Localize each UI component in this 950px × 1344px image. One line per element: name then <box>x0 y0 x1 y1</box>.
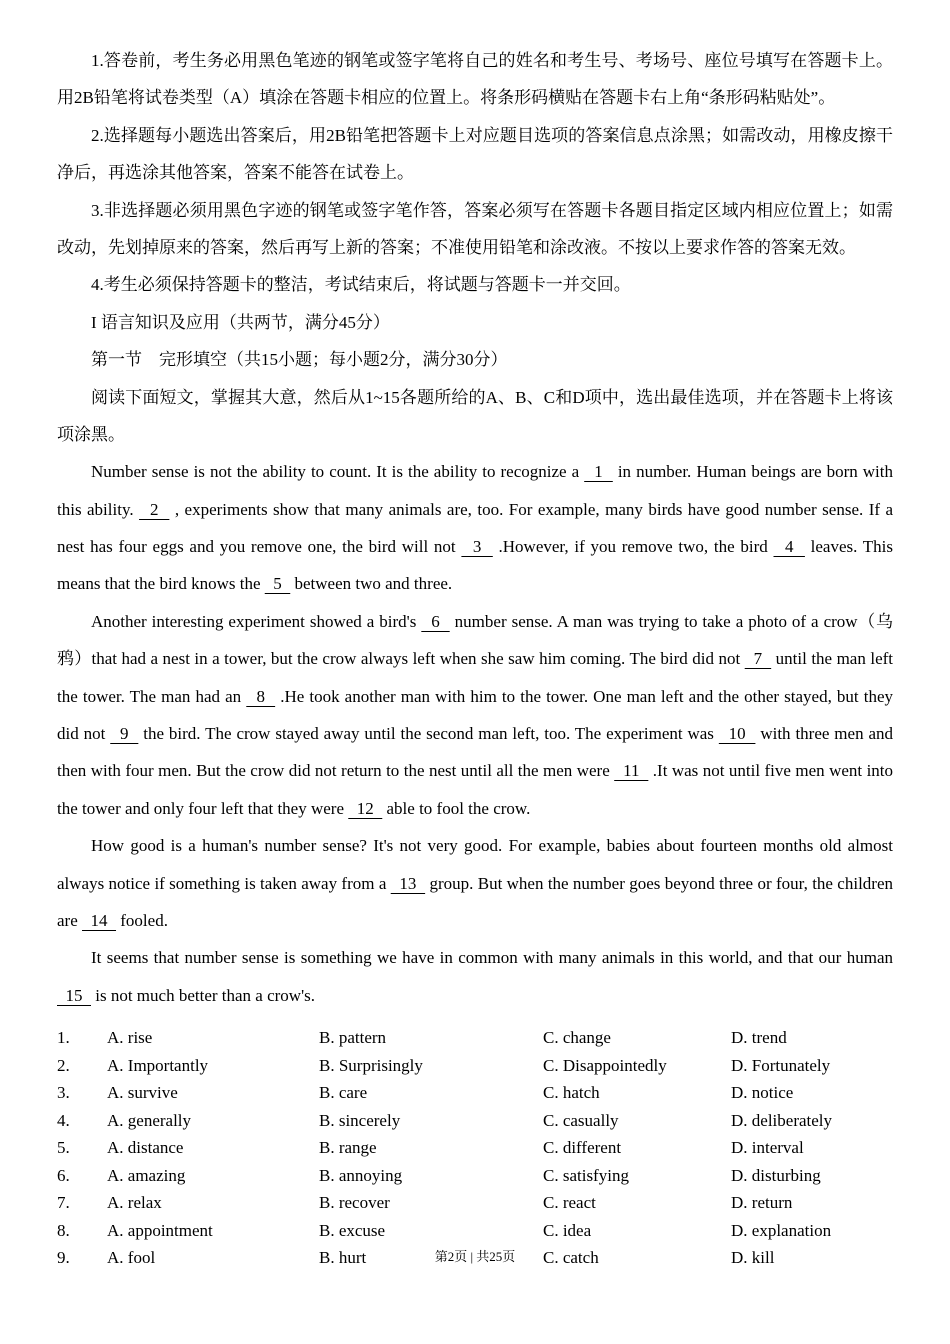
cloze-blank-10: 10 <box>718 724 756 744</box>
cloze-blank-8: 8 <box>246 686 276 706</box>
options-row <box>57 1217 893 1245</box>
question-number: 5. <box>57 1138 70 1158</box>
cloze-directions: 阅读下面短文，掌握其大意，然后从1~15各题所给的A、B、C和D项中，选出最佳选项，并在答题卡上将该项涂黑。 <box>57 387 893 444</box>
option-c: C. idea <box>543 1220 592 1240</box>
passage-paragraph: It seems that number sense is something we have in common with many animals in this world, and that our human 15 is not much better than a crow's. <box>57 948 893 1005</box>
option-c: C. catch <box>543 1248 599 1268</box>
cloze-blank-15: 15 <box>57 985 91 1005</box>
option-a: A. fool <box>107 1248 156 1268</box>
options-row <box>57 1024 893 1052</box>
options-row <box>57 1079 893 1107</box>
option-d: D. return <box>731 1193 793 1213</box>
cloze-blank-4: 4 <box>773 537 805 557</box>
passage-paragraph: Number sense is not the ability to count. It is the ability to recognize a 1 in number. Human beings are born with this ability. 2 , experiments show that many animals are, too. For example, many birds have good number sense. If a nest has four eggs and you remove one, the bird will not 3 .However, if you remove two, the bird 4 leaves. This means that the bird knows the 5 between two and three. <box>57 462 894 594</box>
cloze-blank-13: 13 <box>390 873 426 893</box>
question-number: 1. <box>57 1028 70 1048</box>
option-a: A. Importantly <box>107 1055 209 1075</box>
options-table <box>57 1024 893 1272</box>
cloze-blank-12: 12 <box>348 798 383 818</box>
option-b: B. recover <box>319 1193 390 1213</box>
option-c: C. change <box>543 1028 611 1048</box>
option-c: C. different <box>543 1138 622 1158</box>
option-b: B. Surprisingly <box>319 1055 423 1075</box>
instruction-item-2: 2.选择题每小题选出答案后，用2B铅笔把答题卡上对应题目选项的答案信息点涂黑；如需改动，用橡皮擦干净后，再选涂其他答案，答案不能答在试卷上。 <box>57 125 893 183</box>
option-b: B. annoying <box>319 1165 403 1185</box>
section-title: 第一节 完形填空（共15小题；每小题2分，满分30分） <box>91 350 508 370</box>
passage-paragraph: Another interesting experiment showed a bird's 6 number sense. A man was trying to take a photo of a crow（乌鸦）that had a nest in a tower, but the crow always left when she saw him coming. The bird did not 7 until the man left the tower. The man had an 8 .He took another man with him to the tower. One man left and the other stayed, but they did not 9 the bird. The crow stayed away until the second man left, too. The experiment was 10 with three men and then with four men. But the crow did not return to the nest until all the men were 11 .It was not until five men went into the tower and only four left that they were 12 able to fool the crow. <box>57 611 894 818</box>
passage-paragraph: How good is a human's number sense? It's not very good. For example, babies about fourteen months old almost always notice if something is taken away from a 13 group. But when the number goes beyond three or four, the children are 14 fooled. <box>57 836 894 930</box>
cloze-blank-6: 6 <box>421 611 450 631</box>
option-c: C. hatch <box>543 1083 600 1103</box>
option-d: D. notice <box>731 1083 794 1103</box>
option-b: B. range <box>319 1138 377 1158</box>
cloze-blank-1: 1 <box>584 462 613 482</box>
question-number: 7. <box>57 1193 70 1213</box>
option-b: B. pattern <box>319 1028 387 1048</box>
options-row <box>57 1134 893 1162</box>
option-b: B. hurt <box>319 1248 367 1268</box>
option-d: D. kill <box>731 1248 775 1268</box>
options-row <box>57 1162 893 1190</box>
question-number: 8. <box>57 1220 70 1240</box>
option-d: D. explanation <box>731 1220 832 1240</box>
option-a: A. survive <box>107 1083 178 1103</box>
option-c: C. react <box>543 1193 596 1213</box>
cloze-blank-14: 14 <box>82 910 117 930</box>
question-number: 9. <box>57 1248 70 1268</box>
option-d: D. deliberately <box>731 1110 833 1130</box>
cloze-blank-5: 5 <box>264 574 291 594</box>
page-number: 第2页 | 共25页 <box>434 1249 516 1264</box>
option-a: A. generally <box>107 1110 192 1130</box>
option-a: A. rise <box>107 1028 153 1048</box>
option-d: D. interval <box>731 1138 804 1158</box>
option-a: A. appointment <box>107 1220 213 1240</box>
cloze-blank-3: 3 <box>461 537 493 557</box>
option-c: C. casually <box>543 1110 619 1130</box>
options-row <box>57 1052 893 1080</box>
cloze-blank-11: 11 <box>614 761 649 781</box>
question-number: 6. <box>57 1165 70 1185</box>
option-a: A. amazing <box>107 1165 186 1185</box>
cloze-blank-2: 2 <box>139 499 170 519</box>
exam-instructions <box>57 42 893 304</box>
option-d: D. trend <box>731 1028 787 1048</box>
question-number: 2. <box>57 1055 70 1075</box>
instruction-item-1: 1.答卷前，考生务必用黑色笔迹的钢笔或签字笔将自己的姓名和考生号、考场号、座位号填写在答题卡上。用2B铅笔将试卷类型（A）填涂在答题卡相应的位置上。将条形码横贴在答题卡右上角“条形码粘贴处”。 <box>57 51 893 108</box>
options-row <box>57 1107 893 1135</box>
instruction-item-4: 4.考生必须保持答题卡的整洁，考试结束后，将试题与答题卡一并交回。 <box>91 275 631 295</box>
options-row <box>57 1189 893 1217</box>
option-b: B. care <box>319 1083 368 1103</box>
question-number: 4. <box>57 1110 70 1130</box>
option-c: C. satisfying <box>543 1165 629 1185</box>
option-c: C. Disappointedly <box>543 1055 667 1075</box>
passage <box>57 453 893 1014</box>
option-d: D. disturbing <box>731 1165 821 1185</box>
instruction-item-3: 3.非选择题必须用黑色字迹的钢笔或签字笔作答，答案必须写在答题卡各题目指定区域内相应位置上；如需改动，先划掉原来的答案，然后再写上新的答案；不准使用铅笔和涂改液。不按以上要求作答的答案无效。 <box>57 200 893 257</box>
question-number: 3. <box>57 1083 70 1103</box>
option-a: A. distance <box>107 1138 184 1158</box>
cloze-blank-7: 7 <box>744 649 772 669</box>
option-b: B. sincerely <box>319 1110 401 1130</box>
option-a: A. relax <box>107 1193 162 1213</box>
page-footer <box>0 1246 950 1265</box>
cloze-blank-9: 9 <box>110 724 139 744</box>
option-b: B. excuse <box>319 1220 386 1240</box>
part-title: I 语言知识及应用（共两节，满分45分） <box>91 312 390 332</box>
option-d: D. Fortunately <box>731 1055 831 1075</box>
